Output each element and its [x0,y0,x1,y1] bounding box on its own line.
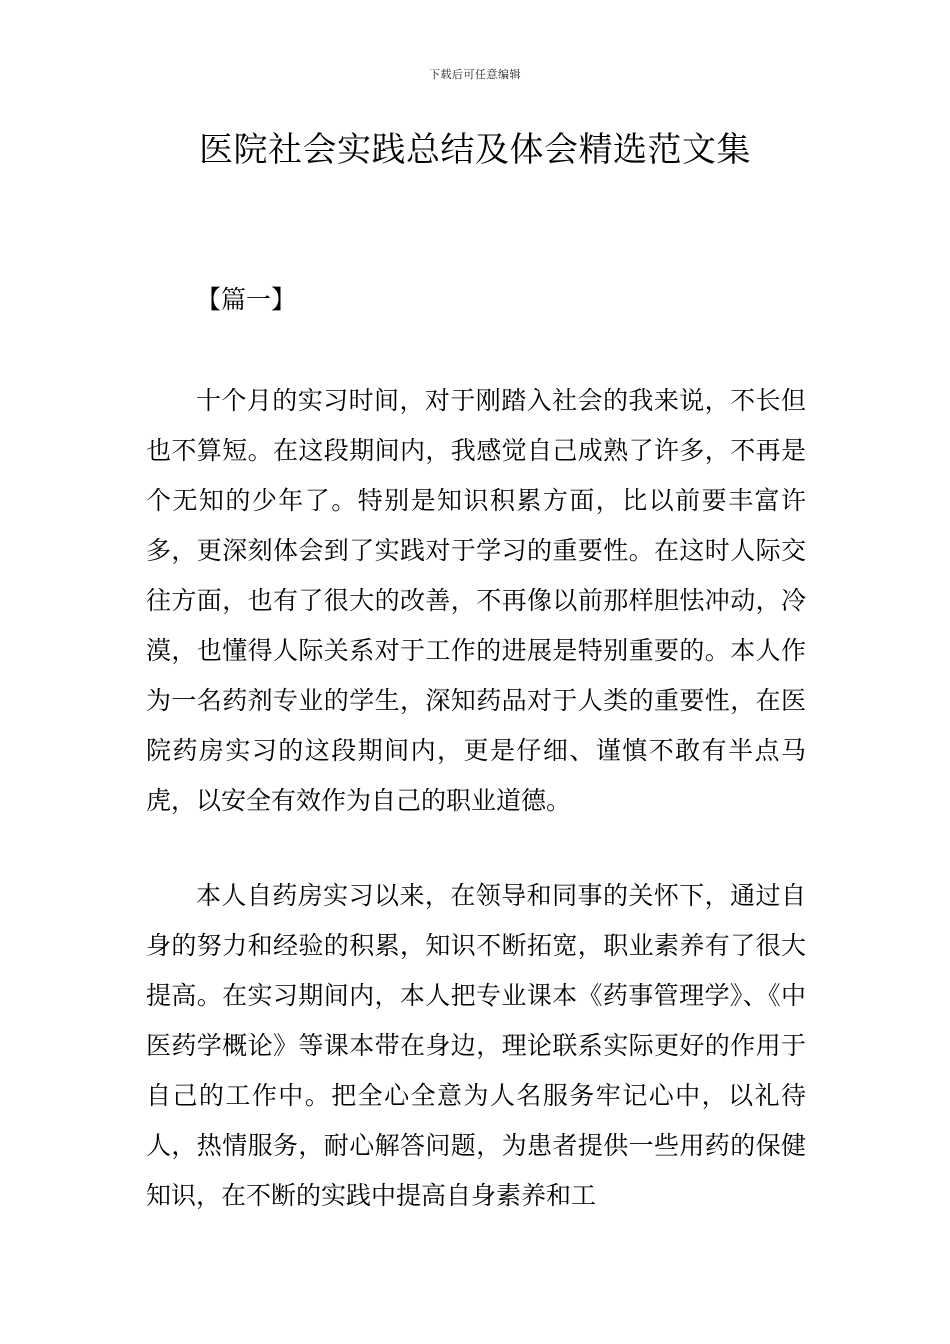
body-paragraph-2: 本人自药房实习以来，在领导和同事的关怀下，通过自身的努力和经验的积累，知识不断拓宽，职业素养有了很大提高。在实习期间内，本人把专业课本《药事管理学》、《中医药学概论》等课本带在身边，理论联系实际更好的作用于自己的工作中。把全心全意为人名服务牢记心中，以礼待人，热情服务，耐心解答问题，为患者提供一些用药的保健知识，在不断的实践中提高自身素养和工 [146,881,806,1210]
body-paragraph-1: 十个月的实习时间，对于刚踏入社会的我来说，不长但也不算短。在这段期间内，我感觉自己成熟了许多，不再是个无知的少年了。特别是知识积累方面，比以前要丰富许多，更深刻体会到了实践对于学习的重要性。在这时人际交往方面，也有了很大的改善，不再像以前那样胆怯冲动，冷漠，也懂得人际关系对于工作的进展是特别重要的。本人作为一名药剂专业的学生，深知药品对于人类的重要性，在医院药房实习的这段期间内，更是仔细、谨慎不敢有半点马虎，以安全有效作为自己的职业道德。 [146,386,806,815]
header-note: 下载后可任意编辑 [429,68,521,81]
document-title: 医院社会实践总结及体会精选范文集 [199,130,751,170]
section-label: 【篇一】 [196,285,297,314]
